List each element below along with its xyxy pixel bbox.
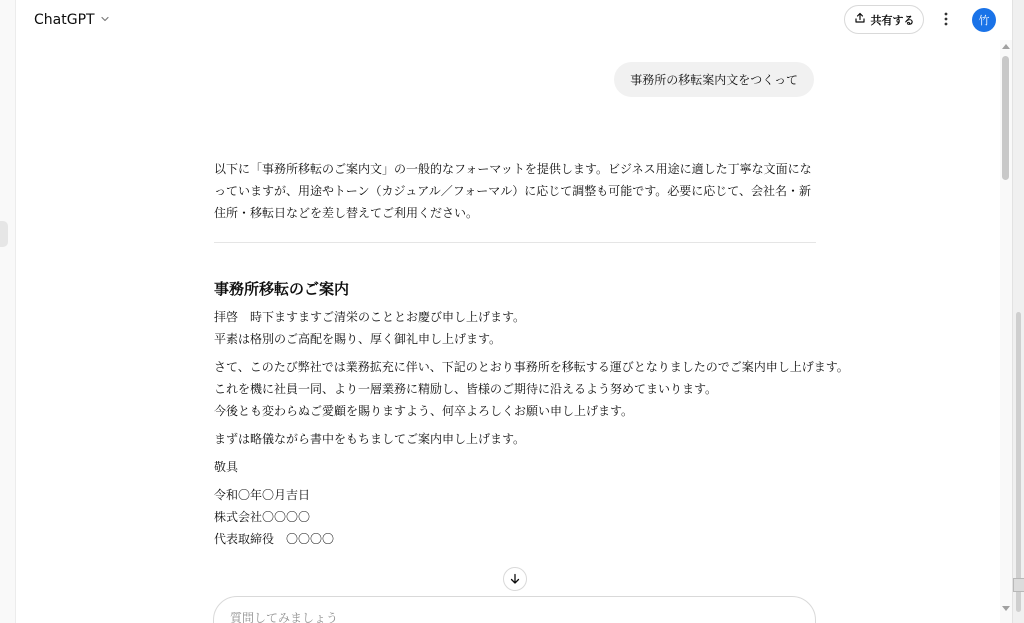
top-header xyxy=(16,0,1012,40)
announcement-line: これを機に社員一同、より一層業務に精励し、皆様のご期待に沿えるよう努めてまいります。 xyxy=(214,382,718,396)
chat-scrollbar[interactable] xyxy=(1000,40,1012,623)
share-label: 共有する xyxy=(870,13,915,27)
user-message-text: 事務所の移転案内文をつくって xyxy=(630,73,798,87)
closing-word xyxy=(214,456,816,478)
announcement-line: 今後とも変わらぬご愛顧を賜りますよう、何卒よろしくお願い申し上げます。 xyxy=(214,404,634,418)
announcement-line: さて、このたび弊社では業務拡充に伴い、下記のとおり事務所を移転する運びとなりましたのでご案内申し上げます。 xyxy=(214,360,849,374)
user-avatar[interactable] xyxy=(972,8,996,32)
closing-line: まずは略儀ながら書中をもちましてご案内申し上げます。 xyxy=(214,432,526,446)
avatar-initial: 竹 xyxy=(978,14,990,27)
share-icon xyxy=(854,12,866,27)
signature-representative: 代表取締役 〇〇〇〇 xyxy=(214,532,335,546)
divider xyxy=(214,242,816,243)
closing-paragraph xyxy=(214,428,816,450)
user-message-bubble xyxy=(614,62,814,97)
model-name: ChatGPT xyxy=(34,11,95,28)
greeting-line: 平素は格別のご高配を賜り、厚く御礼申し上げます。 xyxy=(214,332,502,346)
chat-thread xyxy=(16,40,1000,623)
resize-corner xyxy=(1013,578,1024,592)
signature-date: 令和〇年〇月吉日 xyxy=(214,488,311,502)
message-composer xyxy=(213,596,816,623)
prompt-input[interactable] xyxy=(230,611,790,623)
announcement-paragraph xyxy=(214,356,849,422)
scrollbar-thumb[interactable] xyxy=(1002,56,1009,180)
share-button[interactable] xyxy=(844,5,924,34)
scroll-down-arrow-icon[interactable] xyxy=(1002,606,1010,611)
window-scrollbar-thumb[interactable] xyxy=(1016,312,1021,612)
more-options-button[interactable] xyxy=(936,8,956,32)
letter-heading: 事務所移転のご案内 xyxy=(214,280,350,298)
sidebar-toggle-handle[interactable] xyxy=(0,221,8,247)
assistant-intro: 以下に「事務所移転のご案内文」の一般的なフォーマットを提供します。ビジネス用途に適した丁寧な文面になっていますが、用途やトーン（カジュアル／フォーマル）に応じて調整も可能です。必要に応じて、会社名・新住所・移転日などを差し替えてご利用ください。 xyxy=(214,162,812,220)
assistant-message xyxy=(214,158,849,550)
greeting-paragraph xyxy=(214,306,816,350)
sidebar-collapsed xyxy=(0,0,16,623)
signature-company: 株式会社〇〇〇〇 xyxy=(214,510,311,524)
arrow-down-icon xyxy=(509,570,521,589)
closing-keigu: 敬具 xyxy=(214,460,239,474)
greeting-line: 拝啓 時下ますますご清栄のこととお慶び申し上げます。 xyxy=(214,310,526,324)
signature-block xyxy=(214,484,816,550)
scroll-to-bottom-button[interactable] xyxy=(503,567,527,591)
chevron-down-icon xyxy=(99,10,111,29)
model-selector[interactable] xyxy=(34,10,111,29)
more-vertical-icon xyxy=(944,11,948,30)
window-scrollbar[interactable] xyxy=(1012,0,1024,623)
scroll-up-arrow-icon[interactable] xyxy=(1002,44,1010,49)
